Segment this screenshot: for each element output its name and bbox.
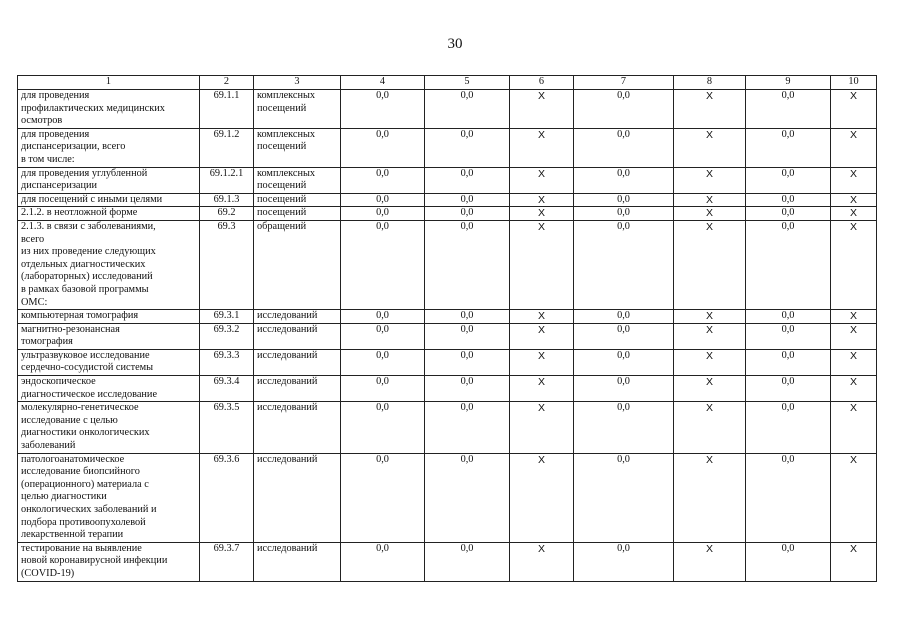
value-cell: 0,0 (574, 453, 674, 542)
code-cell: 69.1.2.1 (200, 167, 254, 193)
indicator-name-line: в том числе: (21, 153, 75, 165)
header-cell: 10 (831, 76, 877, 90)
value-cell: 0,0 (574, 220, 674, 309)
value-cell: 0,0 (746, 193, 831, 207)
value-cell: X (674, 402, 746, 453)
value-cell: 0,0 (425, 542, 510, 581)
value-cell: 0,0 (746, 220, 831, 309)
indicator-name-line: эндоскопическое (21, 376, 96, 388)
unit-cell: исследований (254, 349, 341, 375)
indicator-name-line: осмотров (21, 115, 63, 127)
value-cell: 0,0 (746, 349, 831, 375)
value-cell: X (831, 207, 877, 221)
value-cell: 0,0 (574, 376, 674, 402)
table-row (18, 207, 877, 221)
value-cell: X (831, 349, 877, 375)
header-row (18, 76, 877, 90)
value-cell: X (510, 376, 574, 402)
data-table (17, 75, 877, 582)
value-cell: 0,0 (341, 310, 425, 324)
unit-cell: исследований (254, 402, 341, 453)
indicator-name-line: тестирование на выявление (21, 542, 142, 554)
header-cell: 9 (746, 76, 831, 90)
value-cell: 0,0 (425, 207, 510, 221)
table-row (18, 453, 877, 542)
indicator-name-line: томография (21, 336, 73, 348)
indicator-name-line: компьютерная томография (21, 310, 139, 322)
code-cell: 69.3.3 (200, 349, 254, 375)
value-cell: 0,0 (574, 542, 674, 581)
value-cell: 0,0 (746, 453, 831, 542)
table-row (18, 128, 877, 167)
value-cell: 0,0 (574, 323, 674, 349)
indicator-name-line: профилактических медицинских (21, 102, 165, 114)
header-cell: 1 (18, 76, 200, 90)
value-cell: X (674, 323, 746, 349)
value-cell: X (831, 323, 877, 349)
indicator-name-line: диагностики онкологических (21, 427, 150, 439)
unit-cell: посещений (254, 207, 341, 221)
indicator-name-line: для проведения (21, 90, 90, 101)
value-cell: 0,0 (574, 207, 674, 221)
value-cell: 0,0 (341, 453, 425, 542)
indicator-name-cell (18, 376, 200, 402)
value-cell: X (831, 193, 877, 207)
indicator-name-line: 2.1.2. в неотложной форме (21, 207, 138, 219)
value-cell: 0,0 (341, 167, 425, 193)
indicator-name-line: диспансеризации (21, 180, 98, 192)
value-cell: X (510, 167, 574, 193)
value-cell: 0,0 (746, 207, 831, 221)
unit-cell: исследований (254, 453, 341, 542)
value-cell: X (510, 220, 574, 309)
unit-cell: исследований (254, 323, 341, 349)
value-cell: X (674, 220, 746, 309)
page-number: 30 (447, 36, 463, 52)
indicator-name-line: для проведения (21, 128, 90, 140)
table-row (18, 220, 877, 309)
value-cell: 0,0 (574, 349, 674, 375)
value-cell: 0,0 (425, 167, 510, 193)
indicator-name-line: из них проведение следующих (21, 246, 156, 258)
value-cell: 0,0 (574, 193, 674, 207)
value-cell: X (674, 310, 746, 324)
table-row (18, 376, 877, 402)
table-row (18, 323, 877, 349)
indicator-name-line: онкологических заболеваний и (21, 504, 157, 515)
value-cell: 0,0 (341, 220, 425, 309)
value-cell: X (510, 402, 574, 453)
value-cell: 0,0 (574, 310, 674, 324)
indicator-name-line: в рамках базовой программы (21, 283, 149, 295)
value-cell: X (510, 542, 574, 581)
header-cell: 4 (341, 76, 425, 90)
indicator-name-cell (18, 220, 200, 309)
value-cell: X (674, 542, 746, 581)
unit-cell: исследований (254, 376, 341, 402)
code-cell: 69.3.1 (200, 310, 254, 324)
indicator-name-cell (18, 542, 200, 581)
unit-cell: комплексных посещений (254, 128, 341, 167)
value-cell: 0,0 (746, 90, 831, 129)
value-cell: X (674, 453, 746, 542)
value-cell: 0,0 (746, 376, 831, 402)
indicator-name-cell (18, 193, 200, 207)
value-cell: X (674, 193, 746, 207)
value-cell: X (674, 207, 746, 221)
indicator-name-line: диспансеризации, всего (21, 141, 126, 153)
table-row (18, 90, 877, 129)
code-cell: 69.1.2 (200, 128, 254, 167)
unit-cell: комплексных посещений (254, 90, 341, 129)
value-cell: X (674, 90, 746, 129)
indicator-name-line: новой коронавирусной инфекции (21, 555, 168, 567)
value-cell: X (510, 323, 574, 349)
table-row (18, 310, 877, 324)
code-cell: 69.3.2 (200, 323, 254, 349)
indicator-name-line: ОМС: (21, 296, 48, 308)
value-cell: X (510, 90, 574, 129)
indicator-name-line: целью диагностики (21, 491, 107, 503)
value-cell: 0,0 (746, 402, 831, 453)
indicator-name-line: лекарственной терапии (21, 529, 124, 541)
header-cell: 8 (674, 76, 746, 90)
value-cell: 0,0 (746, 310, 831, 324)
value-cell: 0,0 (341, 207, 425, 221)
indicator-name-line: заболеваний (21, 440, 76, 452)
code-cell: 69.1.1 (200, 90, 254, 129)
table-row (18, 542, 877, 581)
value-cell: 0,0 (574, 167, 674, 193)
value-cell: X (510, 207, 574, 221)
value-cell: X (674, 376, 746, 402)
header-cell: 5 (425, 76, 510, 90)
indicator-name-cell (18, 167, 200, 193)
indicator-name-cell (18, 453, 200, 542)
header-cell: 7 (574, 76, 674, 90)
value-cell: X (674, 128, 746, 167)
indicator-name-line: патологоанатомическое (21, 453, 125, 465)
indicator-name-cell (18, 402, 200, 453)
code-cell: 69.1.3 (200, 193, 254, 207)
table-row (18, 349, 877, 375)
value-cell: X (510, 453, 574, 542)
header-cell: 3 (254, 76, 341, 90)
value-cell: 0,0 (341, 90, 425, 129)
indicator-name-line: диагностическое исследование (21, 388, 158, 400)
indicator-name-line: исследование биопсийного (21, 466, 140, 478)
value-cell: 0,0 (425, 310, 510, 324)
value-cell: 0,0 (574, 402, 674, 453)
value-cell: 0,0 (341, 542, 425, 581)
indicator-name-cell (18, 90, 200, 129)
value-cell: X (831, 220, 877, 309)
value-cell: X (831, 90, 877, 129)
indicator-name-line: 2.1.3. в связи с заболеваниями, (21, 220, 156, 232)
value-cell: X (674, 349, 746, 375)
indicator-name-cell (18, 207, 200, 221)
value-cell: 0,0 (341, 323, 425, 349)
indicator-name-cell (18, 128, 200, 167)
value-cell: 0,0 (425, 90, 510, 129)
indicator-name-line: (COVID-19) (21, 567, 75, 579)
value-cell: 0,0 (341, 128, 425, 167)
header-cell: 2 (200, 76, 254, 90)
value-cell: 0,0 (425, 220, 510, 309)
value-cell: 0,0 (746, 323, 831, 349)
value-cell: X (831, 310, 877, 324)
indicator-name-line: сердечно-сосудистой системы (21, 362, 154, 374)
indicator-name-cell (18, 349, 200, 375)
value-cell: 0,0 (574, 90, 674, 129)
table-row (18, 167, 877, 193)
value-cell: X (831, 542, 877, 581)
indicator-name-line: магнитно-резонансная (21, 323, 120, 335)
value-cell: X (831, 453, 877, 542)
indicator-name-line: (лабораторных) исследований (21, 271, 153, 283)
code-cell: 69.3.6 (200, 453, 254, 542)
value-cell: 0,0 (746, 167, 831, 193)
value-cell: X (674, 167, 746, 193)
value-cell: 0,0 (425, 453, 510, 542)
indicator-name-line: для проведения углубленной (21, 167, 148, 179)
value-cell: X (510, 193, 574, 207)
value-cell: 0,0 (746, 128, 831, 167)
code-cell: 69.3.4 (200, 376, 254, 402)
header-cell: 6 (510, 76, 574, 90)
value-cell: 0,0 (425, 193, 510, 207)
value-cell: 0,0 (341, 193, 425, 207)
value-cell: 0,0 (425, 402, 510, 453)
value-cell: 0,0 (425, 376, 510, 402)
indicator-name-line: исследование с целью (21, 414, 118, 426)
value-cell: 0,0 (574, 128, 674, 167)
indicator-name-line: (операционного) материала с (21, 478, 149, 490)
table-row (18, 193, 877, 207)
table-body (18, 90, 877, 582)
code-cell: 69.3.7 (200, 542, 254, 581)
value-cell: X (510, 310, 574, 324)
code-cell: 69.2 (200, 207, 254, 221)
value-cell: 0,0 (341, 402, 425, 453)
indicator-name-cell (18, 323, 200, 349)
indicator-name-line: молекулярно-генетическое (21, 402, 139, 414)
value-cell: 0,0 (425, 323, 510, 349)
unit-cell: исследований (254, 542, 341, 581)
unit-cell: комплексных посещений (254, 167, 341, 193)
value-cell: X (510, 349, 574, 375)
value-cell: X (510, 128, 574, 167)
unit-cell: посещений (254, 193, 341, 207)
value-cell: 0,0 (341, 376, 425, 402)
value-cell: 0,0 (746, 542, 831, 581)
value-cell: X (831, 376, 877, 402)
indicator-name-line: для посещений с иными целями (21, 193, 163, 205)
table-row (18, 402, 877, 453)
value-cell: 0,0 (425, 349, 510, 375)
unit-cell: обращений (254, 220, 341, 309)
code-cell: 69.3 (200, 220, 254, 309)
value-cell: X (831, 167, 877, 193)
indicator-name-cell (18, 310, 200, 324)
code-cell: 69.3.5 (200, 402, 254, 453)
indicator-name-line: всего (21, 233, 45, 245)
unit-cell: исследований (254, 310, 341, 324)
value-cell: 0,0 (341, 349, 425, 375)
value-cell: X (831, 128, 877, 167)
value-cell: X (831, 402, 877, 453)
value-cell: 0,0 (425, 128, 510, 167)
indicator-name-line: отдельных диагностических (21, 258, 146, 270)
indicator-name-line: подбора противоопухолевой (21, 516, 146, 528)
indicator-name-line: ультразвуковое исследование (21, 349, 150, 361)
